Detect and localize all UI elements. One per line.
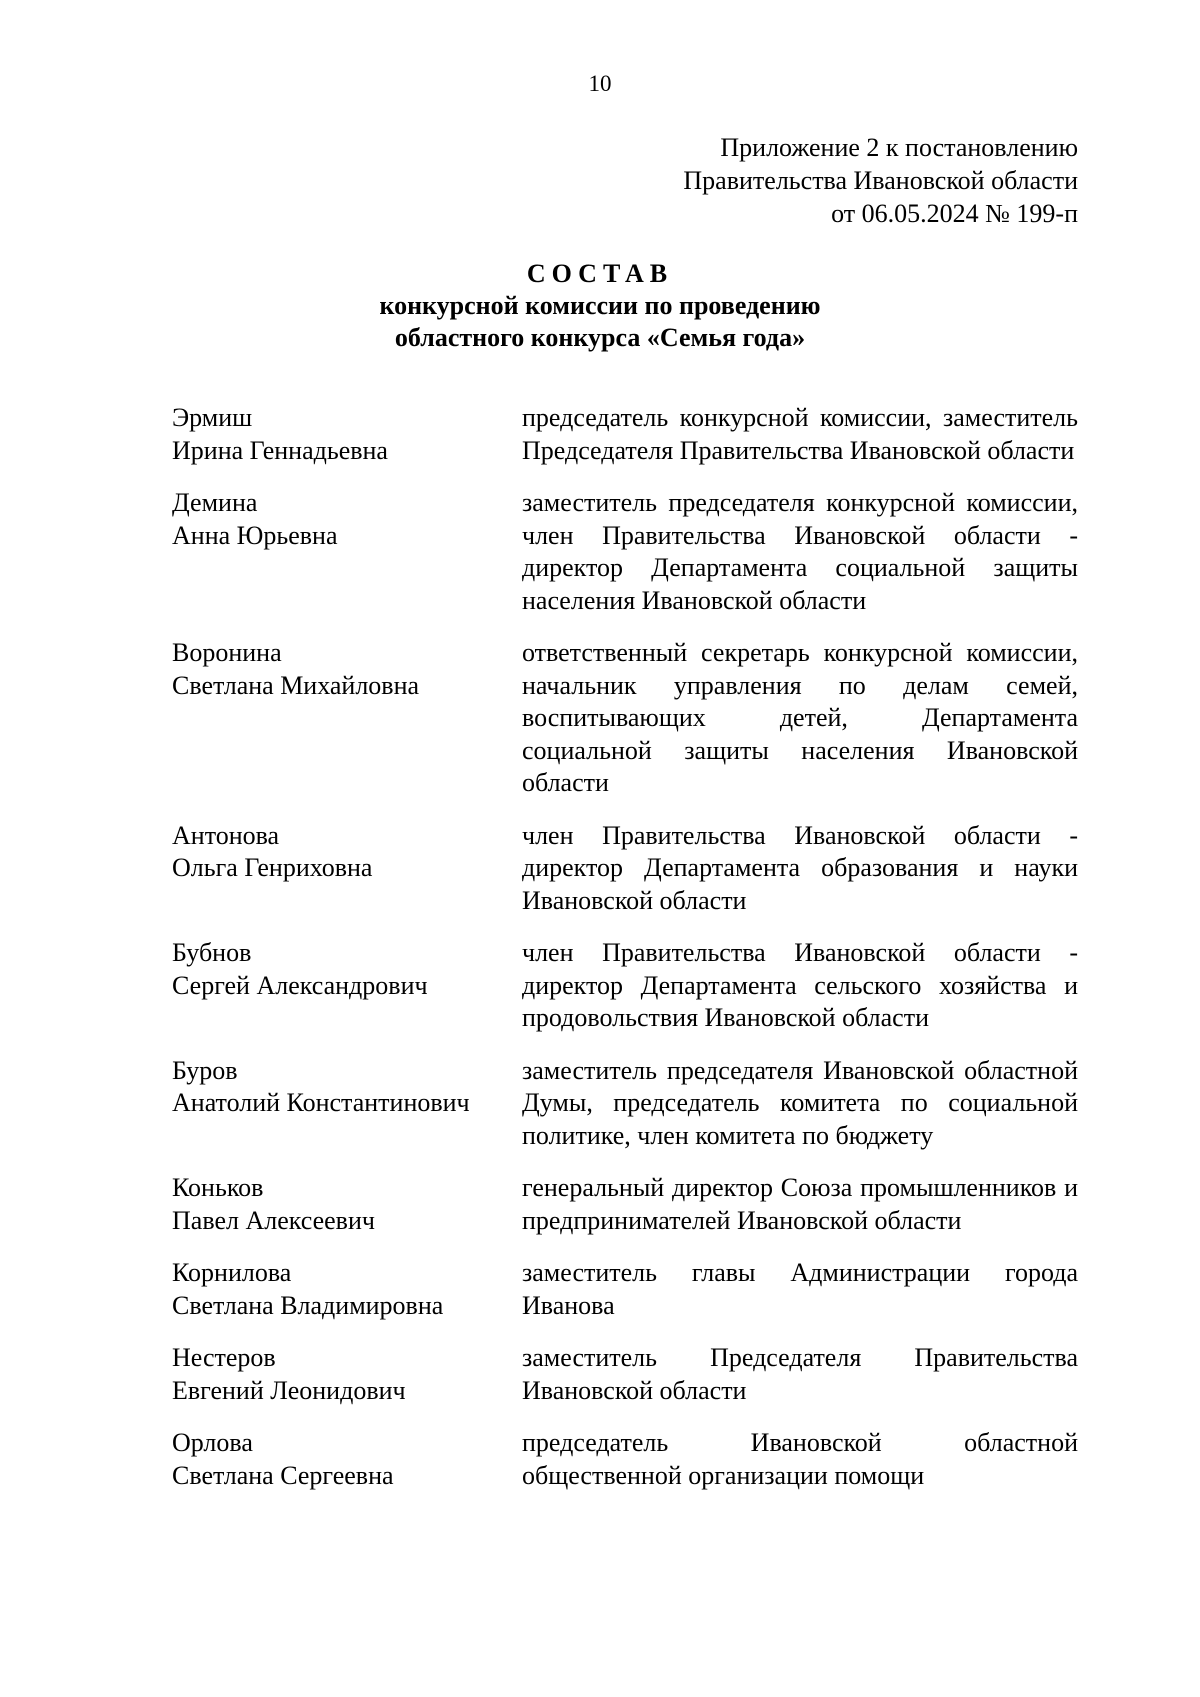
document-subtitle-line-1: конкурсной комиссии по проведению xyxy=(379,291,821,320)
member-surname: Орлова xyxy=(172,1428,253,1457)
member-surname: Воронина xyxy=(172,638,282,667)
member-given-names: Светлана Михайловна xyxy=(172,670,420,700)
attachment-line-2: Правительства Ивановской области xyxy=(683,166,1078,195)
member-name xyxy=(172,1257,522,1322)
member-entry xyxy=(172,1427,1078,1492)
member-entry xyxy=(172,1055,1078,1153)
attachment-line-1: Приложение 2 к постановлению xyxy=(720,133,1078,162)
member-name xyxy=(172,1342,522,1407)
attachment-note xyxy=(683,131,1078,230)
member-given-names: Ольга Генриховна xyxy=(172,853,373,882)
member-name xyxy=(172,1055,522,1153)
member-role: заместитель председателя Ивановской областной Думы, председатель комитета по социальной политике, член комитета по бюджету xyxy=(522,1055,1078,1150)
member-surname: Нестеров xyxy=(172,1343,276,1372)
member-role: председатель конкурсной комиссии, заместитель Председателя Правительства Ивановской области xyxy=(522,403,1078,465)
member-role: генеральный директор Союза промышленников и предпринимателей Ивановской области xyxy=(522,1173,1078,1235)
document-subtitle-line-2: областного конкурса «Семья года» xyxy=(394,323,806,352)
member-given-names: Светлана Владимировна xyxy=(172,1290,444,1320)
member-role: член Правительства Ивановской области - директор Департамента образования и науки Ивановской области xyxy=(522,820,1078,915)
member-name xyxy=(172,1427,522,1492)
attachment-line-3: от 06.05.2024 № 199-п xyxy=(831,199,1078,228)
document-heading xyxy=(0,258,1200,354)
member-given-names: Анна Юрьевна xyxy=(172,520,338,550)
member-role: заместитель председателя конкурсной комиссии, член Правительства Ивановской области - директор Департамента социальной защиты населения Ивановской области xyxy=(522,488,1078,615)
document-title: СОСТАВ xyxy=(526,259,674,288)
member-surname: Антонова xyxy=(172,820,280,850)
member-role: председатель Ивановской областной общественной организации помощи xyxy=(522,1428,1078,1490)
member-given-names: Сергей Александрович xyxy=(172,970,428,1000)
member-role: заместитель Председателя Правительства Ивановской области xyxy=(522,1343,1078,1405)
member-entry xyxy=(172,820,1078,918)
member-role: заместитель главы Администрации города Иванова xyxy=(522,1258,1078,1320)
member-name xyxy=(172,820,522,918)
member-given-names: Анатолий Константинович xyxy=(172,1088,470,1117)
member-surname: Бубнов xyxy=(172,938,252,967)
member-surname: Эрмиш xyxy=(172,403,253,432)
member-surname: Буров xyxy=(172,1055,238,1085)
member-given-names: Светлана Сергеевна xyxy=(172,1460,394,1490)
member-entry xyxy=(172,637,1078,800)
member-given-names: Ирина Геннадьевна xyxy=(172,435,388,465)
page-number: 10 xyxy=(588,71,612,96)
member-entry xyxy=(172,402,1078,467)
member-role: ответственный секретарь конкурсной комиссии, начальник управления по делам семей, воспитывающих детей, Департамента социальной защиты населения Ивановской области xyxy=(522,638,1078,797)
member-surname: Демина xyxy=(172,488,258,517)
member-given-names: Евгений Леонидович xyxy=(172,1375,406,1405)
member-name xyxy=(172,1172,522,1237)
member-name xyxy=(172,937,522,1035)
member-name xyxy=(172,487,522,617)
member-entry xyxy=(172,937,1078,1035)
member-entry xyxy=(172,1172,1078,1237)
member-entry xyxy=(172,1342,1078,1407)
member-entry xyxy=(172,1257,1078,1322)
member-name xyxy=(172,637,522,800)
member-name xyxy=(172,402,522,467)
member-entry xyxy=(172,487,1078,617)
commission-members-list xyxy=(172,402,1078,1512)
member-surname: Корнилова xyxy=(172,1258,292,1287)
member-surname: Коньков xyxy=(172,1173,264,1202)
member-role: член Правительства Ивановской области - директор Департамента сельского хозяйства и продовольствия Ивановской области xyxy=(522,938,1078,1032)
member-given-names: Павел Алексеевич xyxy=(172,1205,375,1235)
